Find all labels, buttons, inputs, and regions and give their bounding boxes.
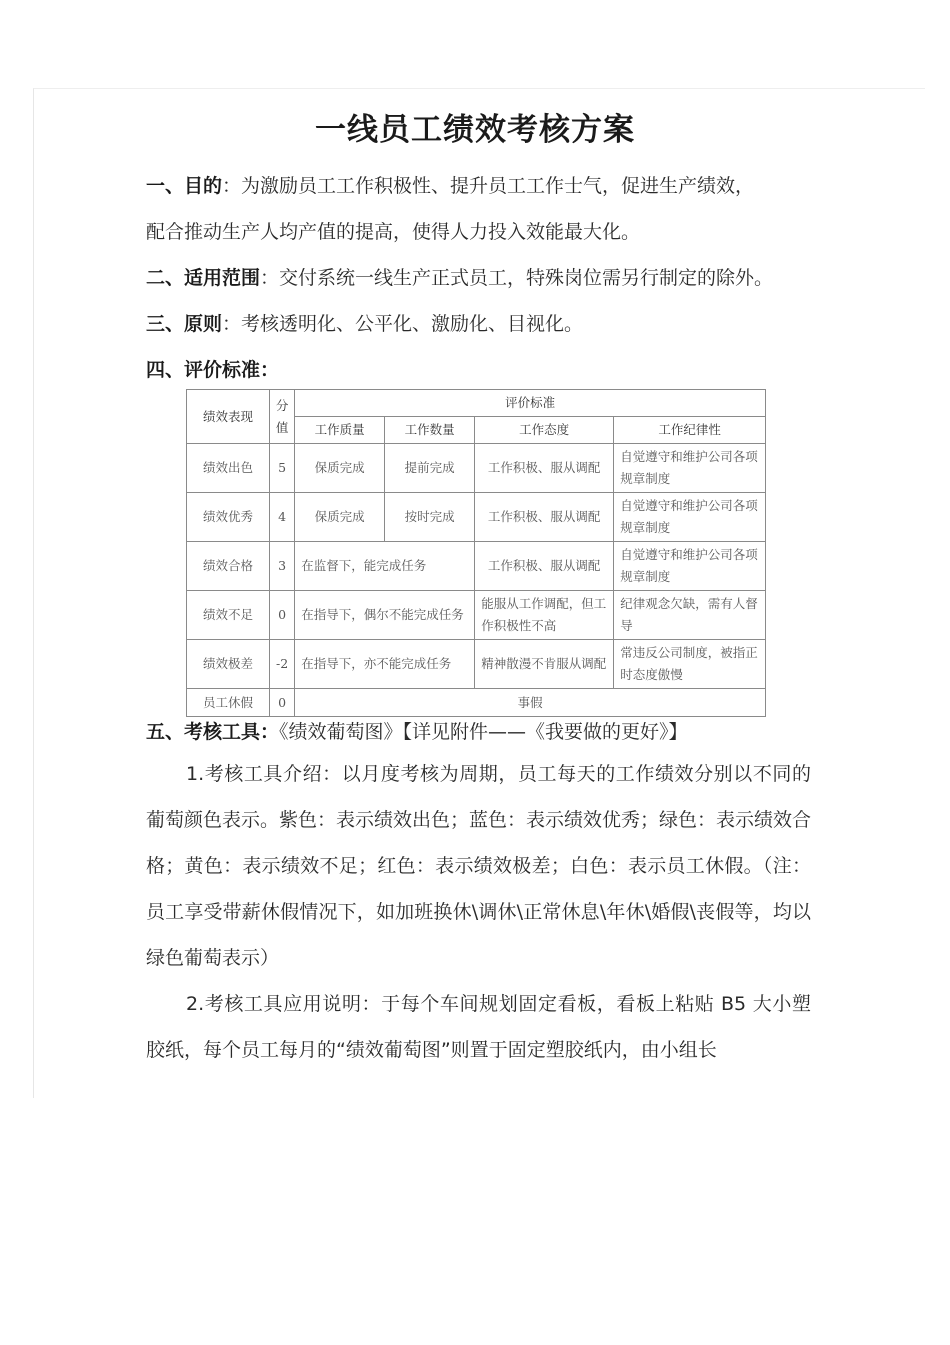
- header-performance: 绩效表现: [187, 390, 270, 444]
- table-row: [187, 591, 766, 640]
- table-row: [187, 640, 766, 689]
- cell-discipline: 自觉遵守和维护公司各项规章制度: [614, 444, 766, 493]
- header-quantity: 工作数量: [385, 417, 475, 444]
- header-standard: 评价标准: [295, 390, 766, 417]
- cell-quality-quantity: 在指导下，亦不能完成任务: [295, 640, 475, 689]
- cell-attitude: 工作积极、服从调配: [475, 444, 614, 493]
- document-title: 一线员工绩效考核方案: [315, 112, 635, 148]
- section-tool-label: 五、考核工具：: [146, 721, 280, 743]
- table-row: [187, 542, 766, 591]
- header-discipline: 工作纪律性: [614, 417, 766, 444]
- section-purpose: [146, 171, 816, 198]
- cell-performance: 绩效合格: [187, 542, 270, 591]
- section-scope: [146, 263, 816, 290]
- cell-quality: 保质完成: [295, 444, 385, 493]
- cell-attitude: 能服从工作调配，但工作积极性不高: [475, 591, 614, 640]
- cell-discipline: 纪律观念欠缺，需有人督导: [614, 591, 766, 640]
- cell-quality-quantity: 在监督下，能完成任务: [295, 542, 475, 591]
- cell-attitude: 精神散漫不肯服从调配: [475, 640, 614, 689]
- paragraph-tool-usage: 2.考核工具应用说明：于每个车间规划固定看板，看板上粘贴 B5 大小塑胶纸，每个员工每月的“绩效葡萄图”则置于固定塑胶纸内，由小组长: [146, 993, 811, 1061]
- cell-quality-quantity: 在指导下，偶尔不能完成任务: [295, 591, 475, 640]
- cell-performance: 员工休假: [187, 689, 270, 717]
- cell-performance: 绩效极差: [187, 640, 270, 689]
- section-criteria-label: 四、评价标准：: [146, 359, 280, 381]
- cell-performance: 绩效不足: [187, 591, 270, 640]
- cell-quantity: 按时完成: [385, 493, 475, 542]
- cell-score: 0: [270, 591, 295, 640]
- cell-attitude: 工作积极、服从调配: [475, 542, 614, 591]
- cell-discipline: 自觉遵守和维护公司各项规章制度: [614, 542, 766, 591]
- cell-score: 3: [270, 542, 295, 591]
- header-attitude: 工作态度: [475, 417, 614, 444]
- cell-performance: 绩效优秀: [187, 493, 270, 542]
- cell-score: -2: [270, 640, 295, 689]
- section-purpose-label: 一、目的: [146, 175, 223, 197]
- cell-leave-merged: 事假: [295, 689, 766, 717]
- table-row: [187, 689, 766, 717]
- header-score: 分值: [270, 390, 295, 444]
- section-scope-label: 二、适用范围: [146, 267, 261, 289]
- cell-quantity: 提前完成: [385, 444, 475, 493]
- section-tool: [146, 717, 816, 744]
- cell-discipline: 自觉遵守和维护公司各项规章制度: [614, 493, 766, 542]
- cell-quality: 保质完成: [295, 493, 385, 542]
- cell-attitude: 工作积极、服从调配: [475, 493, 614, 542]
- table-row: [187, 444, 766, 493]
- section-principle-text: ：考核透明化、公平化、激励化、目视化。: [222, 313, 584, 335]
- cell-score: 0: [270, 689, 295, 717]
- cell-score: 4: [270, 493, 295, 542]
- section-scope-text: ：交付系统一线生产正式员工，特殊岗位需另行制定的除外。: [260, 267, 774, 289]
- section-principle-label: 三、原则: [146, 313, 223, 335]
- section-purpose-text: ：为激励员工工作积极性、提升员工工作士气，促进生产绩效，: [222, 175, 755, 197]
- cell-discipline: 常违反公司制度，被指正时态度傲慢: [614, 640, 766, 689]
- section-criteria: [146, 355, 816, 382]
- section-principle: [146, 309, 816, 336]
- header-quality: 工作质量: [295, 417, 385, 444]
- evaluation-table: [186, 389, 766, 717]
- cell-score: 5: [270, 444, 295, 493]
- table-row: [187, 493, 766, 542]
- cell-performance: 绩效出色: [187, 444, 270, 493]
- paragraph-tool-intro: 1.考核工具介绍：以月度考核为周期，员工每天的工作绩效分别以不同的葡萄颜色表示。紫色：表示绩效出色；蓝色：表示绩效优秀；绿色：表示绩效合格；黄色：表示绩效不足；红色：表示绩效极差；白色：表示员工休假。（注：员工享受带薪休假情况下，如加班换休\调休\正常休息\年休\婚假\丧假等，均以绿色葡萄表示）: [146, 763, 812, 969]
- section-purpose-text-2: 配合推动生产人均产值的提高，使得人力投入效能最大化。: [146, 221, 641, 243]
- section-tool-text: 《绩效葡萄图》【详见附件——《我要做的更好》】: [279, 721, 688, 743]
